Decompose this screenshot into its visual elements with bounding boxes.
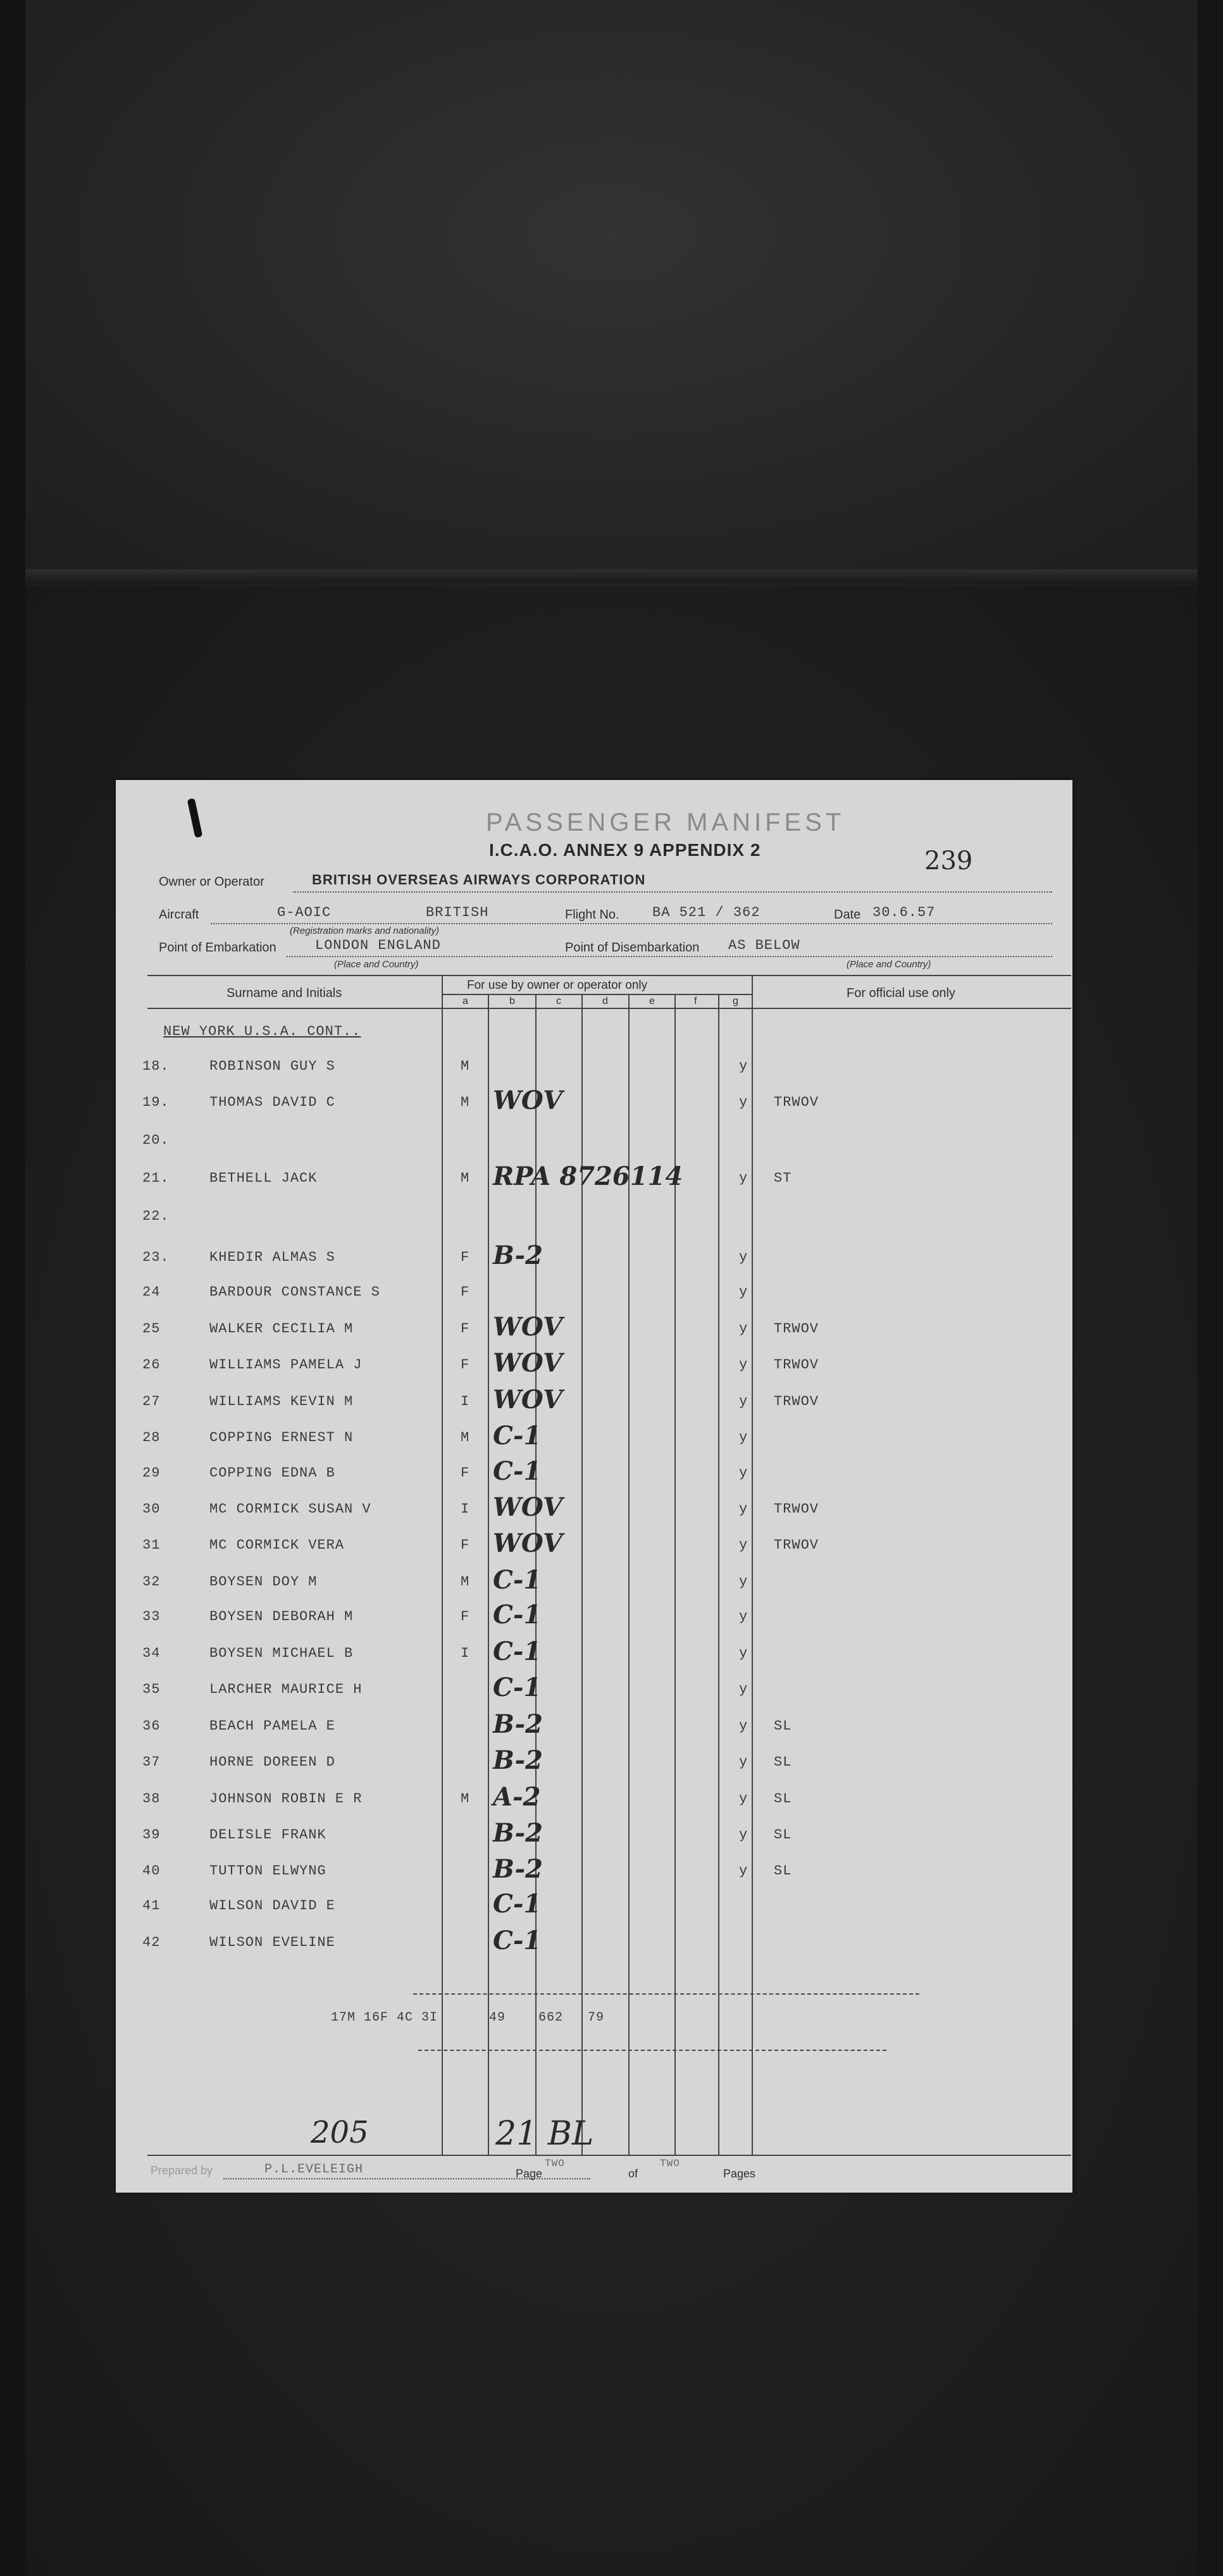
- row-number: 21.: [142, 1170, 170, 1186]
- passenger-sex-code: M: [461, 1574, 470, 1590]
- official-code: ST: [774, 1170, 792, 1186]
- disembark-note: (Place and Country): [847, 959, 931, 970]
- handwritten-note: C-1: [493, 1421, 542, 1451]
- subcol-letter-b: b: [509, 996, 515, 1006]
- film-divider: [0, 569, 1223, 583]
- passenger-sex-code: F: [461, 1321, 470, 1337]
- handwritten-note: RPA 8726114: [493, 1161, 683, 1191]
- cleared-mark: y: [739, 1430, 748, 1446]
- passenger-name: BOYSEN DOY M: [209, 1574, 318, 1590]
- official-code: SL: [774, 1827, 792, 1843]
- official-code: SL: [774, 1718, 792, 1734]
- table-bottom-rule: [147, 2155, 1071, 2156]
- row-number: 28: [142, 1430, 161, 1446]
- handwritten-note: C-1: [493, 1456, 542, 1486]
- film-edge-left: [0, 0, 25, 2576]
- cleared-mark: y: [739, 1170, 748, 1186]
- col-official-header: For official use only: [847, 986, 955, 1000]
- table-column-rule: [752, 975, 753, 2155]
- film-edge-right: [1198, 0, 1223, 2576]
- official-code: SL: [774, 1754, 792, 1770]
- cleared-mark: y: [739, 1284, 748, 1300]
- passenger-name: BEACH PAMELA E: [209, 1718, 335, 1734]
- passenger-name: COPPING EDNA B: [209, 1465, 335, 1481]
- row-number: 42: [142, 1935, 161, 1950]
- cleared-mark: y: [739, 1321, 748, 1337]
- cleared-mark: y: [739, 1645, 748, 1661]
- row-number: 40: [142, 1863, 161, 1879]
- cleared-mark: y: [739, 1357, 748, 1373]
- handwritten-note: A-2: [493, 1782, 541, 1812]
- row-number: 23.: [142, 1249, 170, 1265]
- subcol-letter-e: e: [649, 996, 655, 1006]
- aircraft-label: Aircraft: [159, 908, 199, 922]
- row-number: 39: [142, 1827, 161, 1843]
- passenger-sex-code: M: [461, 1791, 470, 1807]
- passenger-sex-code: M: [461, 1170, 470, 1186]
- row-number: 20.: [142, 1132, 170, 1148]
- passenger-name: WALKER CECILIA M: [209, 1321, 354, 1337]
- page-label: Page: [516, 2167, 543, 2180]
- handwritten-note: C-1: [493, 1565, 542, 1595]
- section-heading: NEW YORK U.S.A. CONT..: [163, 1024, 361, 1039]
- official-code: TRWOV: [774, 1357, 819, 1373]
- row-number: 22.: [142, 1208, 170, 1224]
- passenger-name: BOYSEN DEBORAH M: [209, 1609, 354, 1625]
- totals-c: 662: [538, 2010, 564, 2025]
- row-number: 35: [142, 1681, 161, 1697]
- cleared-mark: y: [739, 1754, 748, 1770]
- pages-label: Pages: [723, 2167, 756, 2180]
- handwritten-note: WOV: [493, 1528, 563, 1558]
- handwritten-note: C-1: [493, 1673, 542, 1702]
- cleared-mark: y: [739, 1249, 748, 1265]
- official-code: SL: [774, 1863, 792, 1879]
- owner-value: BRITISH OVERSEAS AIRWAYS CORPORATION: [312, 872, 646, 888]
- cleared-mark: y: [739, 1681, 748, 1697]
- table-top-rule: [147, 975, 1071, 976]
- embark-note: (Place and Country): [334, 959, 419, 970]
- row-number: 26: [142, 1357, 161, 1373]
- passenger-name: BARDOUR CONSTANCE S: [209, 1284, 380, 1300]
- totals-b: 49: [489, 2010, 506, 2025]
- cleared-mark: y: [739, 1574, 748, 1590]
- row-number: 24: [142, 1284, 161, 1300]
- manifest-sheet: [116, 780, 1072, 2193]
- col-owner-header: For use by owner or operator only: [467, 979, 648, 992]
- handwritten-note: C-1: [493, 1889, 542, 1919]
- passenger-sex-code: F: [461, 1465, 470, 1481]
- passenger-name: THOMAS DAVID C: [209, 1094, 335, 1110]
- page-stamp-number: 239: [924, 846, 973, 876]
- prepared-label: Prepared by: [151, 2164, 213, 2177]
- handwritten-note: C-1: [493, 1926, 542, 1955]
- passenger-name: COPPING ERNEST N: [209, 1430, 354, 1446]
- owner-rule: [293, 891, 1052, 893]
- subcol-letter-f: f: [694, 996, 697, 1006]
- totals-text: 17M 16F 4C 3I: [331, 2010, 438, 2025]
- row-number: 32: [142, 1574, 161, 1590]
- passenger-sex-code: M: [461, 1058, 470, 1074]
- flight-value: BA 521 / 362: [652, 905, 760, 920]
- cleared-mark: y: [739, 1863, 748, 1879]
- disembark-value: AS BELOW: [728, 938, 800, 953]
- handwritten-note: B-2: [493, 1241, 543, 1270]
- aircraft-nationality: BRITISH: [426, 905, 489, 920]
- passenger-sex-code: M: [461, 1430, 470, 1446]
- cleared-mark: y: [739, 1394, 748, 1409]
- passenger-sex-code: M: [461, 1094, 470, 1110]
- row-number: 36: [142, 1718, 161, 1734]
- row-number: 31: [142, 1537, 161, 1553]
- cleared-mark: y: [739, 1827, 748, 1843]
- passenger-sex-code: F: [461, 1284, 470, 1300]
- passenger-sex-code: F: [461, 1609, 470, 1625]
- cleared-mark: y: [739, 1465, 748, 1481]
- cleared-mark: y: [739, 1609, 748, 1625]
- handwritten-note: WOV: [493, 1086, 563, 1115]
- row-number: 25: [142, 1321, 161, 1337]
- aircraft-note: (Registration marks and nationality): [290, 926, 439, 936]
- cleared-mark: y: [739, 1718, 748, 1734]
- passenger-name: BETHELL JACK: [209, 1170, 318, 1186]
- row-number: 30: [142, 1501, 161, 1517]
- embark-value: LONDON ENGLAND: [315, 938, 441, 953]
- disembark-label: Point of Disembarkation: [565, 941, 700, 955]
- passenger-name: HORNE DOREEN D: [209, 1754, 335, 1770]
- passenger-name: WILSON EVELINE: [209, 1935, 335, 1950]
- official-code: TRWOV: [774, 1321, 819, 1337]
- official-code: SL: [774, 1791, 792, 1807]
- cleared-mark: y: [739, 1537, 748, 1553]
- handwritten-note: B-2: [493, 1818, 543, 1848]
- row-number: 37: [142, 1754, 161, 1770]
- film-frame-top: [0, 0, 1223, 585]
- official-code: TRWOV: [774, 1394, 819, 1409]
- passenger-sex-code: F: [461, 1537, 470, 1553]
- aircraft-rule: [211, 923, 1052, 924]
- handwritten-note: WOV: [493, 1348, 563, 1378]
- hand-total-right: 21 BL: [495, 2115, 594, 2153]
- row-number: 29: [142, 1465, 161, 1481]
- passenger-name: JOHNSON ROBIN E R: [209, 1791, 363, 1807]
- official-code: TRWOV: [774, 1094, 819, 1110]
- passenger-name: BOYSEN MICHAEL B: [209, 1645, 354, 1661]
- page-value: TWO: [545, 2158, 565, 2169]
- subcol-letter-d: d: [602, 996, 608, 1006]
- cleared-mark: y: [739, 1791, 748, 1807]
- col-surname-header: Surname and Initials: [227, 986, 342, 1000]
- subcol-letter-a: a: [463, 996, 468, 1006]
- table-column-rule: [442, 975, 443, 2155]
- manifest-subtitle: I.C.A.O. ANNEX 9 APPENDIX 2: [489, 840, 761, 860]
- cleared-mark: y: [739, 1094, 748, 1110]
- cleared-mark: y: [739, 1058, 748, 1074]
- totals-top-rule: [413, 1993, 919, 1995]
- cleared-mark: y: [739, 1501, 748, 1517]
- passenger-name: WILLIAMS KEVIN M: [209, 1394, 354, 1409]
- embark-label: Point of Embarkation: [159, 941, 276, 955]
- table-column-rule: [488, 994, 489, 2155]
- handwritten-note: C-1: [493, 1637, 542, 1666]
- row-number: 38: [142, 1791, 161, 1807]
- passenger-name: TUTTON ELWYNG: [209, 1863, 326, 1879]
- handwritten-note: WOV: [493, 1385, 563, 1415]
- passenger-name: MC CORMICK SUSAN V: [209, 1501, 371, 1517]
- totals-bottom-rule: [418, 2050, 886, 2051]
- date-value: 30.6.57: [872, 905, 936, 920]
- passenger-name: KHEDIR ALMAS S: [209, 1249, 335, 1265]
- passenger-name: ROBINSON GUY S: [209, 1058, 335, 1074]
- hand-total-left: 205: [311, 2115, 369, 2150]
- passenger-name: WILLIAMS PAMELA J: [209, 1357, 363, 1373]
- row-number: 41: [142, 1898, 161, 1914]
- handwritten-note: WOV: [493, 1312, 563, 1342]
- of-value: TWO: [660, 2158, 680, 2169]
- table-column-rule: [718, 994, 719, 2155]
- passenger-sex-code: F: [461, 1357, 470, 1373]
- passenger-name: DELISLE FRANK: [209, 1827, 326, 1843]
- aircraft-value: G-AOIC: [277, 905, 332, 920]
- totals-d: 79: [588, 2010, 605, 2025]
- row-number: 34: [142, 1645, 161, 1661]
- handwritten-note: WOV: [493, 1492, 563, 1522]
- passenger-name: MC CORMICK VERA: [209, 1537, 345, 1553]
- passenger-name: LARCHER MAURICE H: [209, 1681, 363, 1697]
- embark-rule: [287, 956, 1052, 957]
- date-label: Date: [834, 908, 861, 922]
- handwritten-note: B-2: [493, 1709, 543, 1739]
- official-code: TRWOV: [774, 1537, 819, 1553]
- owner-label: Owner or Operator: [159, 875, 264, 889]
- handwritten-note: B-2: [493, 1745, 543, 1775]
- subcol-letter-g: g: [733, 996, 738, 1006]
- prepared-value: P.L.EVELEIGH: [264, 2162, 364, 2177]
- passenger-sex-code: I: [461, 1394, 470, 1409]
- row-number: 33: [142, 1609, 161, 1625]
- row-number: 19.: [142, 1094, 170, 1110]
- flight-label: Flight No.: [565, 908, 619, 922]
- row-number: 27: [142, 1394, 161, 1409]
- passenger-sex-code: I: [461, 1501, 470, 1517]
- handwritten-note: B-2: [493, 1854, 543, 1884]
- handwritten-note: C-1: [493, 1600, 542, 1630]
- passenger-name: WILSON DAVID E: [209, 1898, 335, 1914]
- manifest-title: PASSENGER MANIFEST: [486, 808, 845, 836]
- passenger-sex-code: I: [461, 1645, 470, 1661]
- of-label: of: [628, 2167, 638, 2180]
- subcol-letter-c: c: [556, 996, 561, 1006]
- official-code: TRWOV: [774, 1501, 819, 1517]
- table-header-rule: [147, 1008, 1071, 1009]
- row-number: 18.: [142, 1058, 170, 1074]
- passenger-sex-code: F: [461, 1249, 470, 1265]
